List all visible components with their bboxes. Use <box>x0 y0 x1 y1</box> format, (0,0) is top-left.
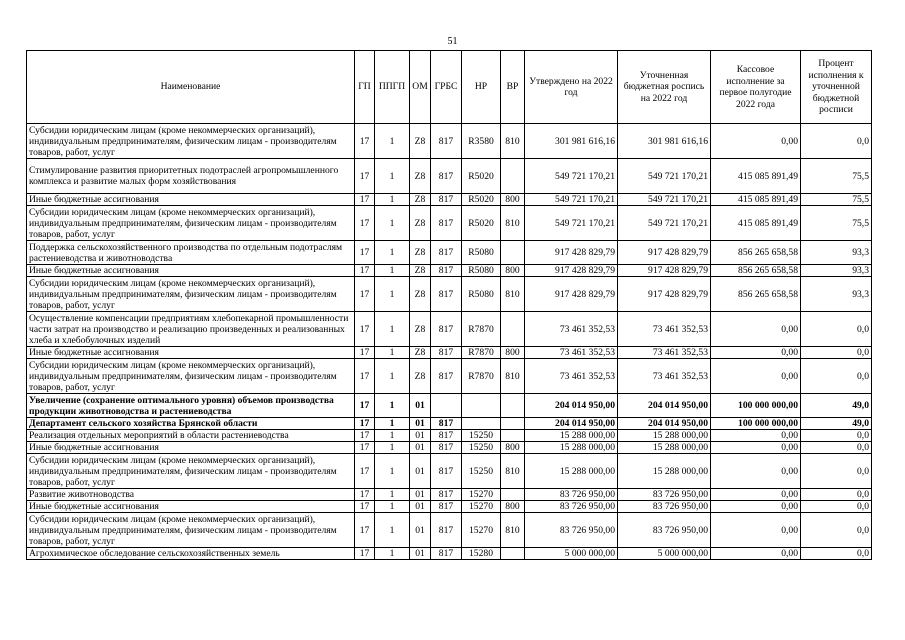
gp-cell: 17 <box>355 124 375 159</box>
gp-cell: 17 <box>355 489 375 501</box>
approved-cell: 83 726 950,00 <box>525 501 618 513</box>
name-cell: Осуществление компенсации предприятиям хлебопекарной промышленности части затрат на производство и реализацию произведенных и реализованных хлеба и хлебобулочных изделий <box>27 312 355 347</box>
table-row <box>27 430 872 442</box>
nr-cell <box>462 418 501 430</box>
om-cell: Z8 <box>410 206 431 241</box>
gp-cell: 17 <box>355 418 375 430</box>
executed-cell: 0,00 <box>711 548 801 560</box>
nr-cell: 15270 <box>462 489 501 501</box>
vr-cell: 810 <box>501 124 525 159</box>
executed-cell: 415 085 891,49 <box>711 194 801 206</box>
om-cell: Z8 <box>410 194 431 206</box>
nr-cell: R5020 <box>462 206 501 241</box>
percent-cell: 75,5 <box>801 194 872 206</box>
om-cell: Z8 <box>410 159 431 194</box>
refined-cell: 83 726 950,00 <box>618 489 711 501</box>
name-cell: Иные бюджетные ассигнования <box>27 265 355 277</box>
gp-cell: 17 <box>355 430 375 442</box>
om-cell: Z8 <box>410 347 431 359</box>
nr-cell: R7870 <box>462 359 501 394</box>
table-row <box>27 194 872 206</box>
om-cell: 01 <box>410 489 431 501</box>
grbs-cell: 817 <box>431 442 462 454</box>
percent-cell: 0,0 <box>801 454 872 489</box>
nr-cell: 15280 <box>462 548 501 560</box>
ppgp-cell: 1 <box>375 347 410 359</box>
approved-cell: 917 428 829,79 <box>525 277 618 312</box>
name-cell: Иные бюджетные ассигнования <box>27 442 355 454</box>
vr-cell <box>501 312 525 347</box>
grbs-cell: 817 <box>431 241 462 265</box>
vr-cell <box>501 394 525 418</box>
approved-cell: 549 721 170,21 <box>525 159 618 194</box>
name-cell: Развитие животноводства <box>27 489 355 501</box>
grbs-cell: 817 <box>431 513 462 548</box>
grbs-cell: 817 <box>431 430 462 442</box>
nr-cell: R5080 <box>462 241 501 265</box>
approved-cell: 204 014 950,00 <box>525 394 618 418</box>
name-cell: Иные бюджетные ассигнования <box>27 194 355 206</box>
approved-cell: 917 428 829,79 <box>525 265 618 277</box>
vr-cell <box>501 241 525 265</box>
vr-cell: 810 <box>501 277 525 312</box>
grbs-cell: 817 <box>431 489 462 501</box>
ppgp-cell: 1 <box>375 265 410 277</box>
gp-cell: 17 <box>355 442 375 454</box>
refined-cell: 83 726 950,00 <box>618 501 711 513</box>
name-cell: Поддержка сельскохозяйственного производства по отдельным подотраслям растениеводства и животноводства <box>27 241 355 265</box>
table-row <box>27 124 872 159</box>
refined-cell: 73 461 352,53 <box>618 347 711 359</box>
vr-cell: 810 <box>501 454 525 489</box>
om-cell: 01 <box>410 548 431 560</box>
refined-cell: 15 288 000,00 <box>618 454 711 489</box>
table-row <box>27 347 872 359</box>
executed-cell: 0,00 <box>711 489 801 501</box>
nr-cell: R5020 <box>462 194 501 206</box>
executed-cell: 0,00 <box>711 513 801 548</box>
percent-cell: 0,0 <box>801 124 872 159</box>
executed-cell: 0,00 <box>711 312 801 347</box>
refined-cell: 549 721 170,21 <box>618 206 711 241</box>
approved-cell: 5 000 000,00 <box>525 548 618 560</box>
name-cell: Субсидии юридическим лицам (кроме некоммерческих организаций), индивидуальным предпринимателям, физическим лицам - производителям товаров, работ, услуг <box>27 454 355 489</box>
refined-cell: 73 461 352,53 <box>618 312 711 347</box>
percent-cell: 0,0 <box>801 312 872 347</box>
om-cell: 01 <box>410 394 431 418</box>
grbs-cell: 817 <box>431 194 462 206</box>
percent-cell: 49,0 <box>801 418 872 430</box>
refined-cell: 15 288 000,00 <box>618 430 711 442</box>
grbs-cell: 817 <box>431 454 462 489</box>
ppgp-cell: 1 <box>375 194 410 206</box>
percent-cell: 93,3 <box>801 241 872 265</box>
name-cell: Субсидии юридическим лицам (кроме некоммерческих организаций), индивидуальным предпринимателям, физическим лицам - производителям товаров, работ, услуг <box>27 359 355 394</box>
ppgp-cell: 1 <box>375 489 410 501</box>
col-om-header: ОМ <box>410 51 431 124</box>
name-cell: Субсидии юридическим лицам (кроме некоммерческих организаций), индивидуальным предпринимателям, физическим лицам - производителям товаров, работ, услуг <box>27 124 355 159</box>
percent-cell: 93,3 <box>801 265 872 277</box>
name-cell: Иные бюджетные ассигнования <box>27 501 355 513</box>
grbs-cell: 817 <box>431 347 462 359</box>
refined-cell: 5 000 000,00 <box>618 548 711 560</box>
om-cell: 01 <box>410 418 431 430</box>
nr-cell: R7870 <box>462 347 501 359</box>
ppgp-cell: 1 <box>375 430 410 442</box>
table-body <box>27 124 872 560</box>
executed-cell: 100 000 000,00 <box>711 418 801 430</box>
ppgp-cell: 1 <box>375 159 410 194</box>
nr-cell: 15270 <box>462 501 501 513</box>
vr-cell: 800 <box>501 194 525 206</box>
gp-cell: 17 <box>355 277 375 312</box>
refined-cell: 15 288 000,00 <box>618 442 711 454</box>
ppgp-cell: 1 <box>375 241 410 265</box>
ppgp-cell: 1 <box>375 394 410 418</box>
col-gp-header: ГП <box>355 51 375 124</box>
approved-cell: 83 726 950,00 <box>525 513 618 548</box>
refined-cell: 917 428 829,79 <box>618 277 711 312</box>
grbs-cell: 817 <box>431 501 462 513</box>
om-cell: Z8 <box>410 241 431 265</box>
gp-cell: 17 <box>355 394 375 418</box>
gp-cell: 17 <box>355 159 375 194</box>
executed-cell: 856 265 658,58 <box>711 265 801 277</box>
ppgp-cell: 1 <box>375 548 410 560</box>
nr-cell <box>462 394 501 418</box>
gp-cell: 17 <box>355 265 375 277</box>
col-executed-header: Кассовое исполнение за первое полугодие 2022 года <box>711 51 801 124</box>
gp-cell: 17 <box>355 501 375 513</box>
approved-cell: 15 288 000,00 <box>525 442 618 454</box>
ppgp-cell: 1 <box>375 124 410 159</box>
ppgp-cell: 1 <box>375 277 410 312</box>
gp-cell: 17 <box>355 206 375 241</box>
executed-cell: 856 265 658,58 <box>711 241 801 265</box>
refined-cell: 204 014 950,00 <box>618 394 711 418</box>
om-cell: 01 <box>410 442 431 454</box>
gp-cell: 17 <box>355 548 375 560</box>
executed-cell: 100 000 000,00 <box>711 394 801 418</box>
ppgp-cell: 1 <box>375 501 410 513</box>
refined-cell: 549 721 170,21 <box>618 159 711 194</box>
ppgp-cell: 1 <box>375 312 410 347</box>
vr-cell: 810 <box>501 359 525 394</box>
refined-cell: 204 014 950,00 <box>618 418 711 430</box>
vr-cell: 800 <box>501 501 525 513</box>
approved-cell: 549 721 170,21 <box>525 194 618 206</box>
vr-cell <box>501 159 525 194</box>
nr-cell: R3580 <box>462 124 501 159</box>
refined-cell: 917 428 829,79 <box>618 241 711 265</box>
name-cell: Субсидии юридическим лицам (кроме некоммерческих организаций), индивидуальным предпринимателям, физическим лицам - производителям товаров, работ, услуг <box>27 513 355 548</box>
ppgp-cell: 1 <box>375 418 410 430</box>
om-cell: Z8 <box>410 359 431 394</box>
approved-cell: 301 981 616,16 <box>525 124 618 159</box>
table-row <box>27 159 872 194</box>
refined-cell: 917 428 829,79 <box>618 265 711 277</box>
table-row <box>27 442 872 454</box>
percent-cell: 75,5 <box>801 159 872 194</box>
col-name-header: Наименование <box>27 51 355 124</box>
om-cell: 01 <box>410 501 431 513</box>
executed-cell: 0,00 <box>711 442 801 454</box>
nr-cell: R5080 <box>462 277 501 312</box>
executed-cell: 0,00 <box>711 124 801 159</box>
grbs-cell: 817 <box>431 277 462 312</box>
grbs-cell <box>431 394 462 418</box>
table-row <box>27 277 872 312</box>
vr-cell <box>501 548 525 560</box>
name-cell: Агрохимическое обследование сельскохозяйственных земель <box>27 548 355 560</box>
executed-cell: 0,00 <box>711 454 801 489</box>
nr-cell: R7870 <box>462 312 501 347</box>
header-row <box>27 51 872 124</box>
approved-cell: 73 461 352,53 <box>525 347 618 359</box>
name-cell: Увеличение (сохранение оптимального уровня) объемов производства продукции животноводства и растениеводства <box>27 394 355 418</box>
nr-cell: 15250 <box>462 454 501 489</box>
name-cell: Департамент сельского хозяйства Брянской области <box>27 418 355 430</box>
approved-cell: 15 288 000,00 <box>525 454 618 489</box>
table-row <box>27 489 872 501</box>
executed-cell: 0,00 <box>711 501 801 513</box>
vr-cell <box>501 430 525 442</box>
gp-cell: 17 <box>355 347 375 359</box>
grbs-cell: 817 <box>431 124 462 159</box>
nr-cell: R5020 <box>462 159 501 194</box>
refined-cell: 73 461 352,53 <box>618 359 711 394</box>
grbs-cell: 817 <box>431 418 462 430</box>
percent-cell: 93,3 <box>801 277 872 312</box>
ppgp-cell: 1 <box>375 454 410 489</box>
om-cell: 01 <box>410 454 431 489</box>
percent-cell: 49,0 <box>801 394 872 418</box>
col-nr-header: НР <box>462 51 501 124</box>
col-refined-header: Уточненная бюджетная роспись на 2022 год <box>618 51 711 124</box>
col-percent-header: Процент исполнения к уточненной бюджетной росписи <box>801 51 872 124</box>
gp-cell: 17 <box>355 454 375 489</box>
grbs-cell: 817 <box>431 312 462 347</box>
om-cell: 01 <box>410 430 431 442</box>
col-grbs-header: ГРБС <box>431 51 462 124</box>
refined-cell: 83 726 950,00 <box>618 513 711 548</box>
executed-cell: 0,00 <box>711 359 801 394</box>
approved-cell: 15 288 000,00 <box>525 430 618 442</box>
grbs-cell: 817 <box>431 206 462 241</box>
percent-cell: 0,0 <box>801 513 872 548</box>
vr-cell: 800 <box>501 442 525 454</box>
percent-cell: 0,0 <box>801 442 872 454</box>
approved-cell: 73 461 352,53 <box>525 312 618 347</box>
vr-cell <box>501 418 525 430</box>
nr-cell: 15270 <box>462 513 501 548</box>
executed-cell: 415 085 891,49 <box>711 206 801 241</box>
gp-cell: 17 <box>355 194 375 206</box>
percent-cell: 0,0 <box>801 489 872 501</box>
ppgp-cell: 1 <box>375 513 410 548</box>
vr-cell: 800 <box>501 265 525 277</box>
executed-cell: 856 265 658,58 <box>711 277 801 312</box>
approved-cell: 204 014 950,00 <box>525 418 618 430</box>
table-row <box>27 312 872 347</box>
om-cell: Z8 <box>410 265 431 277</box>
refined-cell: 301 981 616,16 <box>618 124 711 159</box>
table-row <box>27 394 872 418</box>
table-row <box>27 206 872 241</box>
col-vr-header: ВР <box>501 51 525 124</box>
nr-cell: 15250 <box>462 442 501 454</box>
nr-cell: R5080 <box>462 265 501 277</box>
grbs-cell: 817 <box>431 359 462 394</box>
name-cell: Реализация отдельных мероприятий в области растениеводства <box>27 430 355 442</box>
table-row <box>27 548 872 560</box>
table-row <box>27 501 872 513</box>
vr-cell: 810 <box>501 513 525 548</box>
gp-cell: 17 <box>355 312 375 347</box>
ppgp-cell: 1 <box>375 442 410 454</box>
grbs-cell: 817 <box>431 159 462 194</box>
percent-cell: 0,0 <box>801 430 872 442</box>
percent-cell: 0,0 <box>801 548 872 560</box>
table-header <box>27 51 872 124</box>
table-row <box>27 241 872 265</box>
table-row <box>27 359 872 394</box>
approved-cell: 917 428 829,79 <box>525 241 618 265</box>
gp-cell: 17 <box>355 241 375 265</box>
om-cell: Z8 <box>410 312 431 347</box>
percent-cell: 0,0 <box>801 347 872 359</box>
page-number: 51 <box>447 36 458 47</box>
om-cell: Z8 <box>410 124 431 159</box>
name-cell: Субсидии юридическим лицам (кроме некоммерческих организаций), индивидуальным предпринимателям, физическим лицам - производителям товаров, работ, услуг <box>27 277 355 312</box>
percent-cell: 75,5 <box>801 206 872 241</box>
gp-cell: 17 <box>355 513 375 548</box>
ppgp-cell: 1 <box>375 359 410 394</box>
name-cell: Субсидии юридическим лицам (кроме некоммерческих организаций), индивидуальным предпринимателям, физическим лицам - производителям товаров, работ, услуг <box>27 206 355 241</box>
vr-cell: 810 <box>501 206 525 241</box>
approved-cell: 83 726 950,00 <box>525 489 618 501</box>
percent-cell: 0,0 <box>801 359 872 394</box>
nr-cell: 15250 <box>462 430 501 442</box>
executed-cell: 0,00 <box>711 430 801 442</box>
budget-table <box>26 50 872 560</box>
approved-cell: 549 721 170,21 <box>525 206 618 241</box>
ppgp-cell: 1 <box>375 206 410 241</box>
refined-cell: 549 721 170,21 <box>618 194 711 206</box>
executed-cell: 415 085 891,49 <box>711 159 801 194</box>
table-row <box>27 418 872 430</box>
executed-cell: 0,00 <box>711 347 801 359</box>
grbs-cell: 817 <box>431 548 462 560</box>
name-cell: Иные бюджетные ассигнования <box>27 347 355 359</box>
col-approved-header: Утверждено на 2022 год <box>525 51 618 124</box>
om-cell: Z8 <box>410 277 431 312</box>
table-row <box>27 454 872 489</box>
om-cell: 01 <box>410 513 431 548</box>
col-ppgp-header: ППГП <box>375 51 410 124</box>
gp-cell: 17 <box>355 359 375 394</box>
vr-cell: 800 <box>501 347 525 359</box>
percent-cell: 0,0 <box>801 501 872 513</box>
table-row <box>27 513 872 548</box>
name-cell: Стимулирование развития приоритетных подотраслей агропромышленного комплекса и развитие малых форм хозяйствования <box>27 159 355 194</box>
approved-cell: 73 461 352,53 <box>525 359 618 394</box>
vr-cell <box>501 489 525 501</box>
table-row <box>27 265 872 277</box>
grbs-cell: 817 <box>431 265 462 277</box>
